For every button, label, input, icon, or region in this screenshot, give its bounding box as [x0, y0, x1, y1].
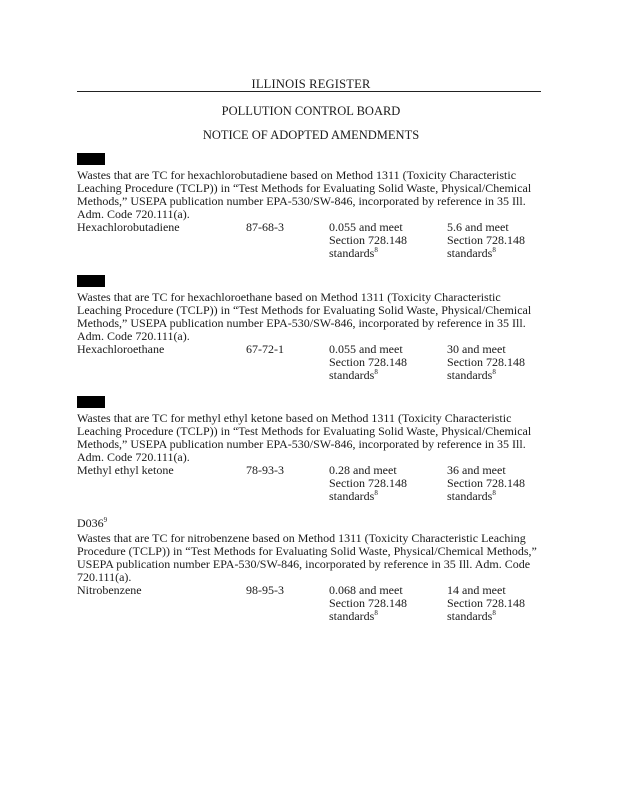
redacted-waste-code [77, 396, 105, 408]
waste-description: Wastes that are TC for nitrobenzene based on Method 1311 (Toxicity Characteristic Leaching Procedure (TCLP)) in “Test Methods for Evaluating Solid Waste, Physical/Chemical Methods,” USEPA publication number EPA-530/SW-846, incorporated by reference in 35 Ill. Adm. Code 720.111(a). [77, 531, 537, 584]
footnote-ref: 9 [103, 516, 108, 524]
wastewater-standard: 0.055 and meet Section 728.148 standards$^8$ [329, 220, 407, 260]
constituent-name: Hexachlorobutadiene [77, 220, 180, 234]
waste-entry [77, 275, 547, 385]
wastewater-standard: 0.28 and meet Section 728.148 standards$^8$ [329, 463, 407, 503]
waste-description: Wastes that are TC for methyl ethyl ketone based on Method 1311 (Toxicity Characteristic Leaching Procedure (TCLP)) in “Test Methods for Evaluating Solid Waste, Physical/Chemical Methods,” USEPA publication number EPA-530/SW-846, incorporated by reference in 35 Ill. Adm. Code 720.111(a). [77, 411, 532, 464]
constituent-row [77, 221, 547, 263]
footnote-ref: 8 [374, 246, 378, 254]
footnote-ref: 8 [492, 489, 496, 497]
wastewater-standard: 0.068 and meet Section 728.148 standards$^8$ [329, 583, 407, 623]
footnote-ref: 8 [492, 609, 496, 617]
footnote-ref: 8 [374, 368, 378, 376]
nonwastewater-standard: 36 and meet Section 728.148 standards$^8$ [447, 463, 525, 503]
nonwastewater-standard: 14 and meet Section 728.148 standards$^8$ [447, 583, 525, 623]
nonwastewater-standard: 30 and meet Section 728.148 standards$^8$ [447, 342, 525, 382]
waste-entry [77, 153, 547, 263]
notice-title: NOTICE OF ADOPTED AMENDMENTS [202, 128, 420, 142]
constituent-name: Nitrobenzene [77, 583, 142, 597]
constituent-name: Hexachloroethane [77, 342, 165, 356]
footnote-ref: 8 [374, 609, 378, 617]
nonwastewater-standard: 5.6 and meet Section 728.148 standards$^8$ [447, 220, 525, 260]
cas-number: 67-72-1 [246, 342, 284, 356]
constituent-row [77, 584, 547, 626]
waste-entry [77, 396, 547, 506]
constituent-row [77, 343, 547, 385]
footnote-ref: 8 [374, 489, 378, 497]
waste-description: Wastes that are TC for hexachlorobutadiene based on Method 1311 (Toxicity Characteristic Leaching Procedure (TCLP)) in “Test Methods for Evaluating Solid Waste, Physical/Chemical Methods,” USEPA publication number EPA-530/SW-846, incorporated by reference in 35 Ill. Adm. Code 720.111(a). [77, 168, 532, 221]
board-name: POLLUTION CONTROL BOARD [221, 104, 401, 118]
cas-number: 98-95-3 [246, 583, 284, 597]
redacted-waste-code [77, 275, 105, 287]
register-title: ILLINOIS REGISTER [251, 77, 371, 91]
footnote-ref: 8 [492, 246, 496, 254]
constituent-name: Methyl ethyl ketone [77, 463, 174, 477]
waste-code: $D036^9$ [77, 516, 108, 530]
waste-entry [77, 517, 547, 626]
constituent-row [77, 464, 547, 506]
redacted-waste-code [77, 153, 105, 165]
cas-number: 87-68-3 [246, 220, 284, 234]
header-divider [77, 91, 541, 92]
footnote-ref: 8 [492, 368, 496, 376]
wastewater-standard: 0.055 and meet Section 728.148 standards$^8$ [329, 342, 407, 382]
cas-number: 78-93-3 [246, 463, 284, 477]
waste-description: Wastes that are TC for hexachloroethane based on Method 1311 (Toxicity Characteristic Leaching Procedure (TCLP)) in “Test Methods for Evaluating Solid Waste, Physical/Chemical Methods,” USEPA publication number EPA-530/SW-846, incorporated by reference in 35 Ill. Adm. Code 720.111(a). [77, 290, 532, 343]
